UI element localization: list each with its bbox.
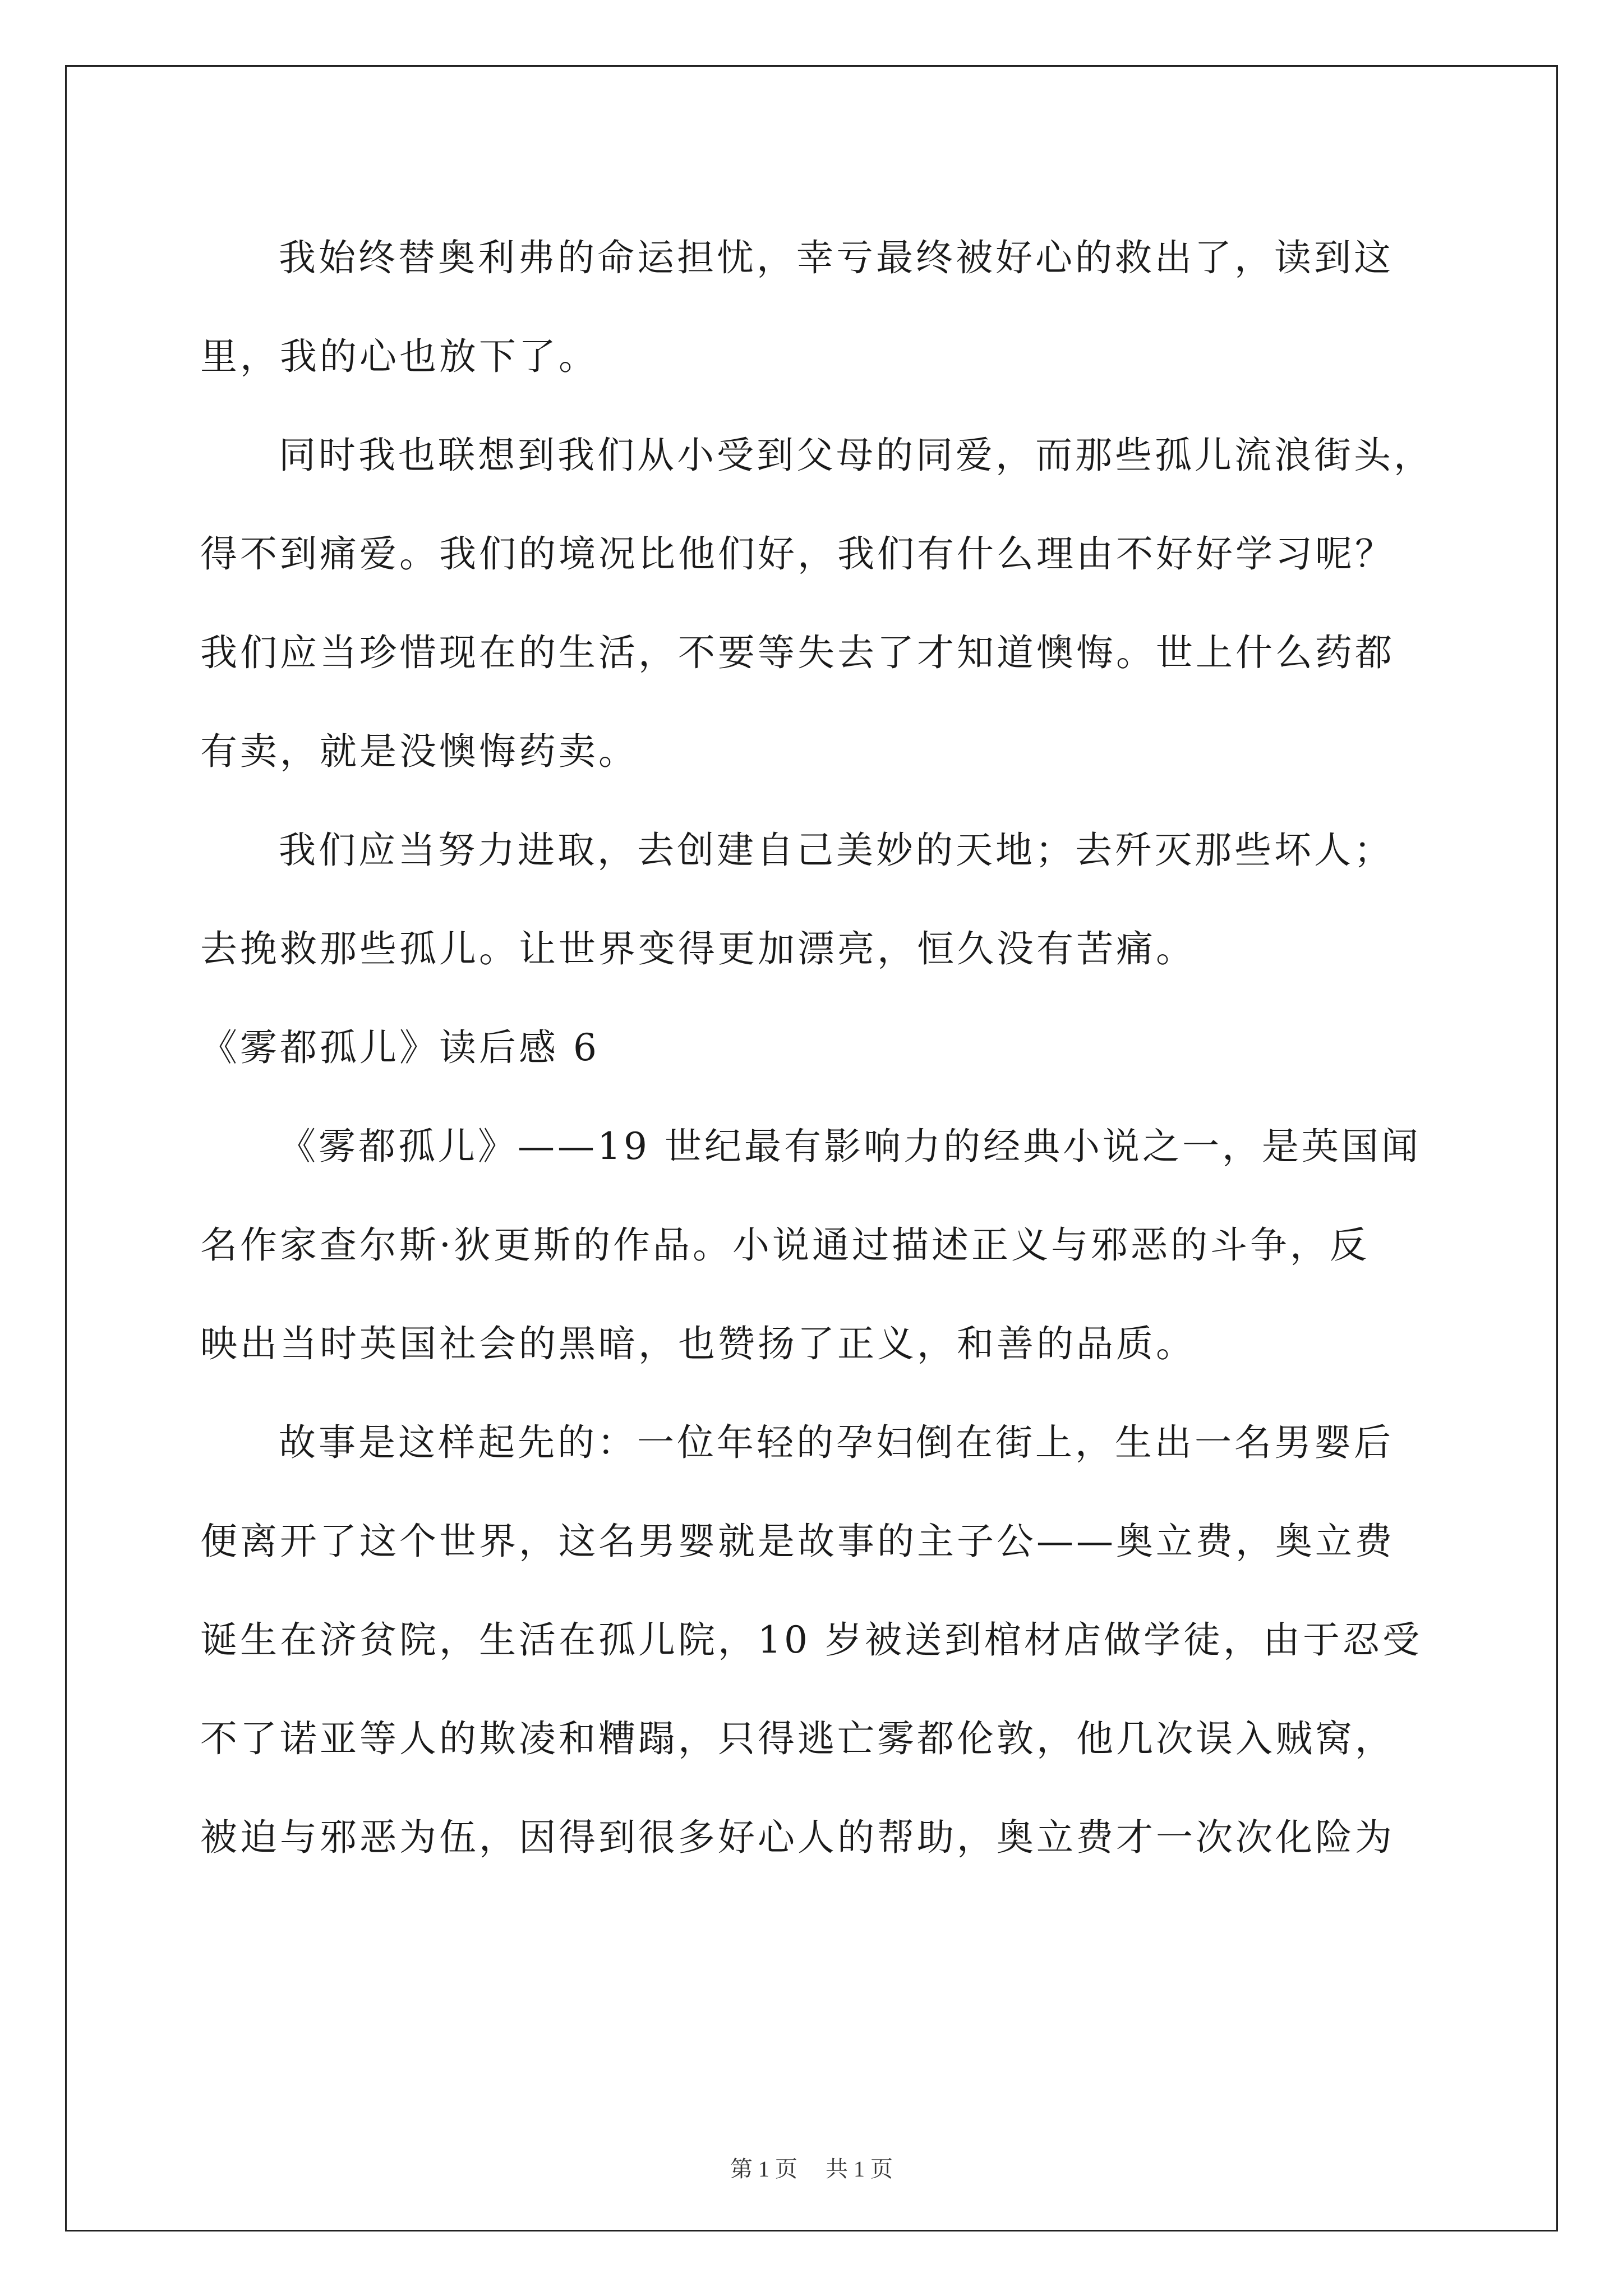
- text-line: 我们应当努力进取，去创建自己美妙的天地；去歼灭那些坏人；: [279, 829, 1394, 872]
- page-footer: [0, 2151, 1623, 2183]
- text-line: 《雾都孤儿》读后感 6: [200, 1026, 600, 1069]
- text-line: 我始终替奥利弗的命运担忧，幸亏最终被好心的救出了，读到这: [279, 236, 1394, 279]
- text-line: 有卖，就是没懊悔药卖。: [200, 730, 638, 773]
- text-line: 故事是这样起先的：一位年轻的孕妇倒在街上，生出一名男婴后: [279, 1421, 1394, 1464]
- text-line: 诞生在济贫院，生活在孤儿院，10 岁被送到棺材店做学徒，由于忍受: [200, 1618, 1422, 1662]
- document-body: [200, 209, 1433, 1887]
- text-line: 里，我的心也放下了。: [200, 335, 598, 378]
- text-line: 被迫与邪恶为伍，因得到很多好心人的帮助，奥立费才一次次化险为: [200, 1816, 1395, 1859]
- text-line: 《雾都孤儿》——19 世纪最有影响力的经典小说之一，是英国闻: [279, 1125, 1421, 1168]
- text-line: 同时我也联想到我们从小受到父母的同爱，而那些孤儿流浪街头，: [279, 434, 1433, 477]
- page-total: 共 1 页: [826, 2156, 893, 2182]
- text-line: 名作家查尔斯·狄更斯的作品。小说通过描述正义与邪恶的斗争，反: [200, 1223, 1370, 1267]
- text-line: 映出当时英国社会的黑暗，也赞扬了正义，和善的品质。: [200, 1322, 1196, 1365]
- page-number: 第 1 页: [730, 2156, 797, 2182]
- text-line: 我们应当珍惜现在的生活，不要等失去了才知道懊悔。世上什么药都: [200, 631, 1395, 674]
- text-line: 不了诺亚等人的欺凌和糟蹋，只得逃亡雾都伦敦，他几次误入贼窝，: [200, 1717, 1395, 1760]
- text-line: 便离开了这个世界，这名男婴就是故事的主子公——奥立费，奥立费: [200, 1520, 1395, 1563]
- text-line: 得不到痛爱。我们的境况比他们好，我们有什么理由不好好学习呢？: [200, 532, 1395, 576]
- text-line: 去挽救那些孤儿。让世界变得更加漂亮，恒久没有苦痛。: [200, 927, 1196, 970]
